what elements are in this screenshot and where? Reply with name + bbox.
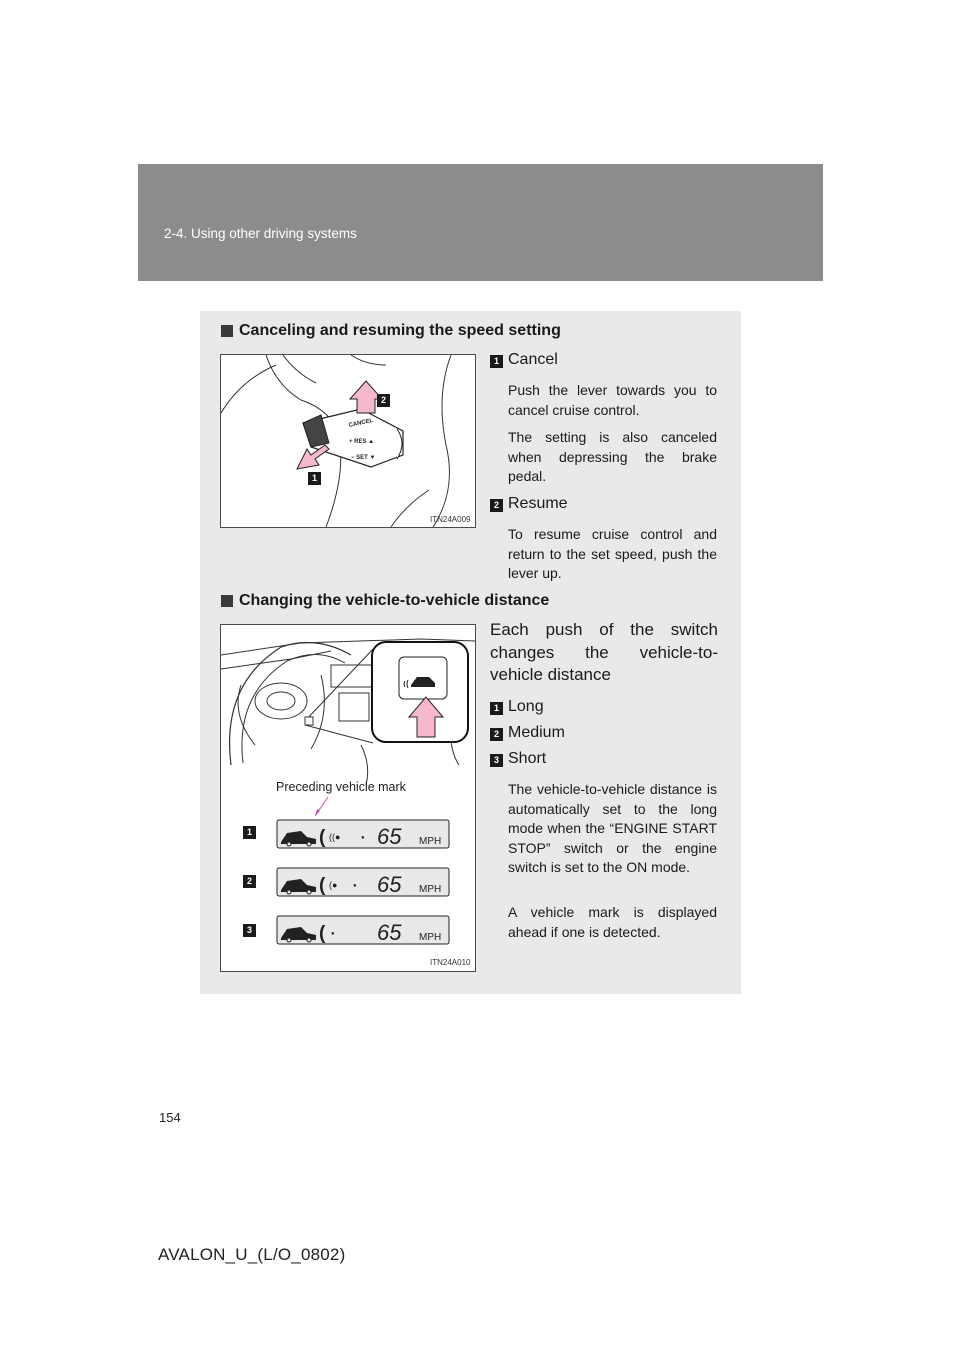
figure-code-2: ITN24A010 [430, 958, 471, 967]
svg-text:MPH: MPH [419, 836, 442, 847]
distance-text-1: The vehicle-to-vehicle distance is automatically set to the long mode when the “ENGINE START STOP” switch or the engine switch is set to the ON mode. [508, 781, 717, 875]
lever-illustration [221, 355, 475, 527]
svg-text:65: 65 [377, 920, 402, 945]
lever-figure [220, 354, 476, 528]
long-label: Long [508, 698, 544, 715]
cancel-label: Cancel [508, 351, 558, 368]
display-row-3 [277, 916, 449, 945]
figure-marker-1: 1 [308, 472, 321, 485]
svg-text:●: ● [331, 931, 335, 937]
short-label: Short [508, 750, 547, 767]
cancel-heading-text: Canceling and resuming the speed setting [239, 322, 561, 339]
heading-square-icon [221, 595, 233, 607]
svg-text:(: ( [319, 923, 326, 944]
distance-figure [220, 624, 476, 972]
resume-text: To resume cruise control and return to the set speed, push the lever up. [508, 526, 717, 581]
item-marker-1: 1 [490, 355, 503, 368]
distance-heading-text: Changing the vehicle-to-vehicle distance [239, 592, 550, 609]
heading-square-icon [221, 325, 233, 337]
cancel-heading [221, 322, 561, 340]
svg-text:●: ● [353, 883, 357, 889]
footer-code: AVALON_U_(L/O_0802) [158, 1245, 346, 1264]
svg-text:(●: (● [329, 880, 338, 890]
lever-res-label: + RES ▲ [349, 439, 375, 445]
preceding-vehicle-label: Preceding vehicle mark [276, 780, 406, 794]
display-row-1 [277, 820, 449, 849]
row-marker-1: 1 [243, 826, 256, 839]
figure-code-1: ITN24A009 [430, 515, 471, 524]
section-header [138, 164, 823, 281]
page-number: 154 [159, 1110, 181, 1125]
section-title: 2-4. Using other driving systems [164, 226, 357, 241]
svg-text:(: ( [319, 827, 326, 848]
item-marker-2: 2 [490, 728, 503, 741]
row-marker-2: 2 [243, 875, 256, 888]
distance-heading [221, 592, 549, 610]
display-row-2 [277, 868, 449, 897]
svg-text:((●: ((● [329, 832, 341, 842]
medium-label: Medium [508, 724, 565, 741]
svg-text:(: ( [319, 875, 326, 896]
lever-set-label: − SET ▼ [351, 455, 376, 461]
item-marker-3: 3 [490, 754, 503, 767]
item-marker-2: 2 [490, 499, 503, 512]
svg-text:MPH: MPH [419, 932, 442, 943]
svg-text:●: ● [361, 835, 365, 841]
dashboard-illustration [221, 625, 475, 971]
svg-text:65: 65 [377, 872, 402, 897]
svg-text:65: 65 [377, 824, 402, 849]
lever-cancel-label: CANCEL [348, 417, 374, 429]
distance-intro: Each push of the switch changes the vehicle-to-vehicle distance [490, 620, 718, 684]
cancel-text-1: Push the lever towards you to cancel cruise control. [508, 382, 717, 418]
svg-text:MPH: MPH [419, 884, 442, 895]
figure-marker-2: 2 [377, 394, 390, 407]
distance-text-2: A vehicle mark is displayed ahead if one is detected. [508, 904, 717, 940]
row-marker-3: 3 [243, 924, 256, 937]
resume-label: Resume [508, 495, 568, 512]
cancel-text-2: The setting is also canceled when depressing the brake pedal. [508, 429, 717, 484]
item-marker-1: 1 [490, 702, 503, 715]
